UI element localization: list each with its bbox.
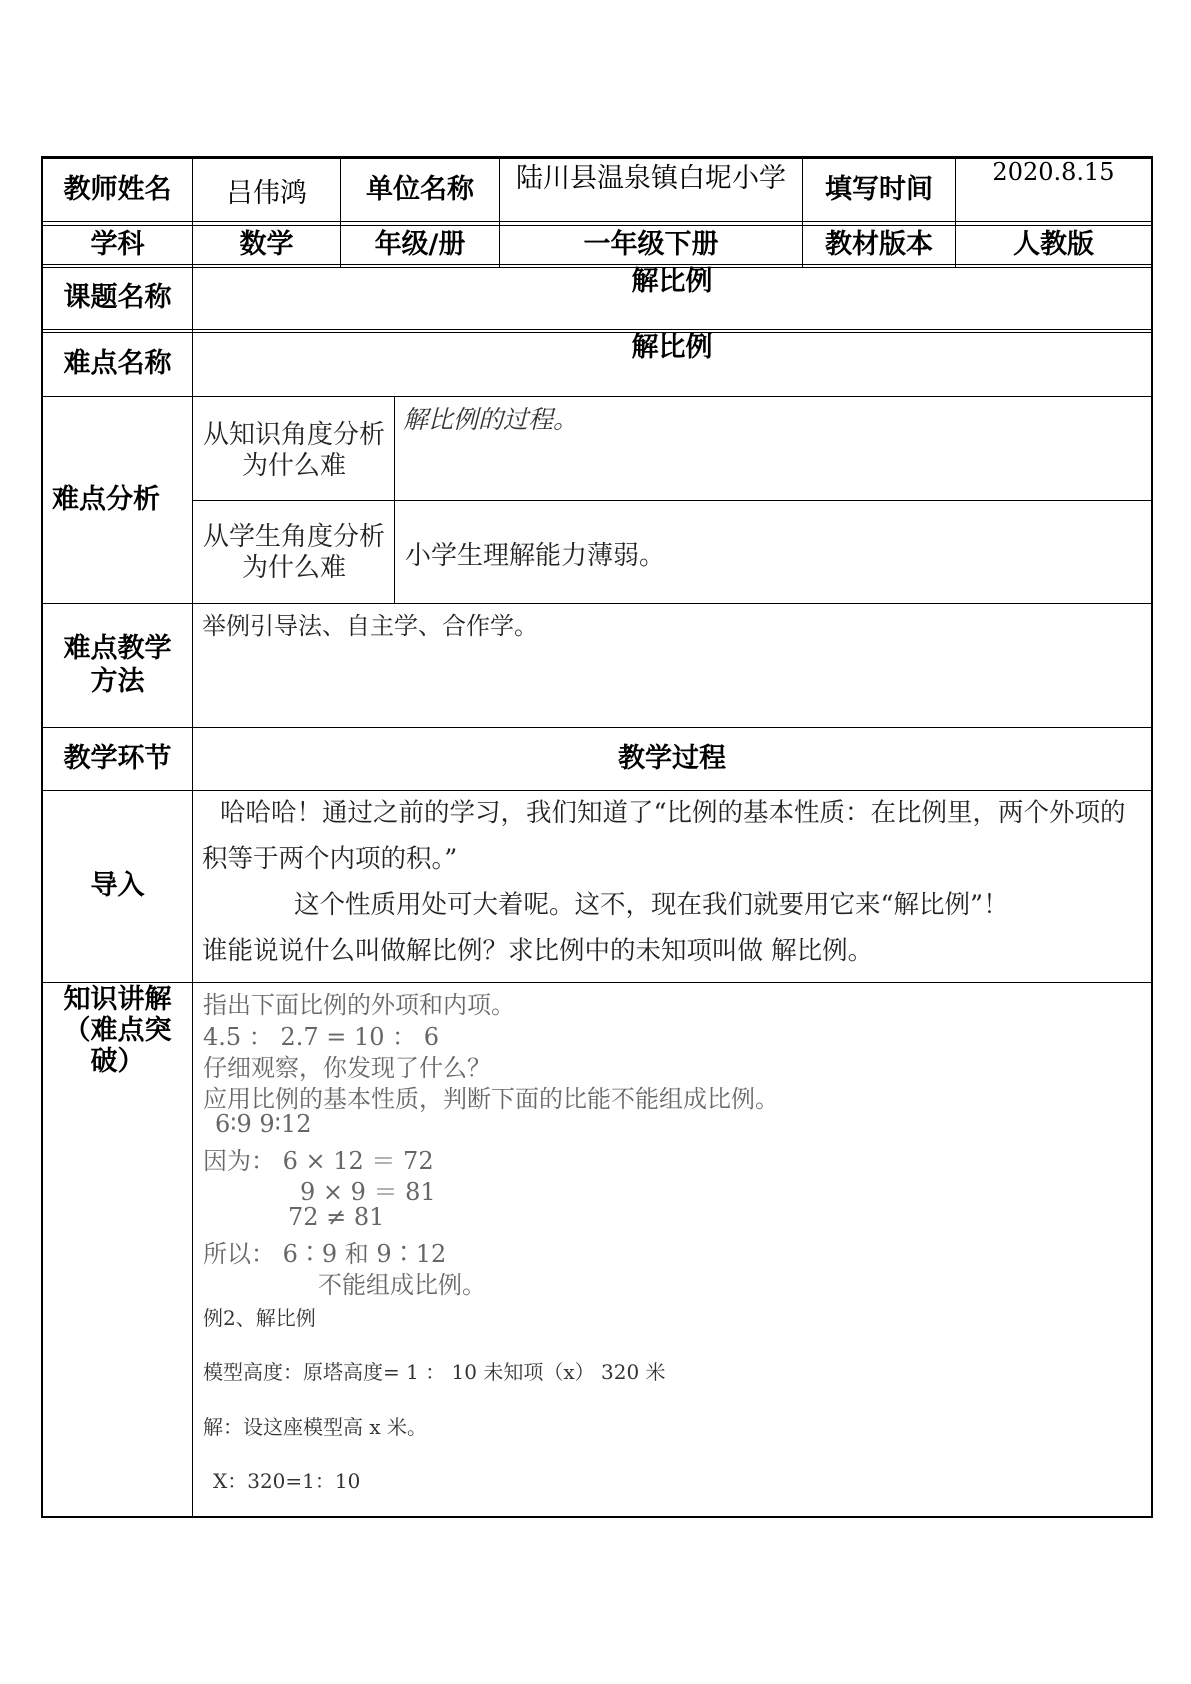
knowledge-line-5: 6∶9 9∶12 bbox=[215, 1110, 312, 1138]
subject-label: 学科 bbox=[90, 228, 145, 260]
border-right bbox=[1151, 156, 1153, 1518]
knowledge-line-8: 72 ≠ 81 bbox=[288, 1203, 385, 1231]
student-angle-value: 小学生理解能力薄弱。 bbox=[405, 541, 666, 571]
knowledge-line-11: 例2、解比例 bbox=[203, 1306, 316, 1330]
knowledge-label bbox=[43, 984, 192, 1094]
knowledge-line-4: 应用比例的基本性质，判断下面的比能不能组成比例。 bbox=[203, 1085, 779, 1113]
edition-value: 人教版 bbox=[1013, 228, 1094, 260]
teacher-name: 吕伟鸿 bbox=[226, 177, 307, 209]
knowledge-line-7: 9 × 9 ＝ 81 bbox=[300, 1178, 436, 1206]
method-value: 举例引导法、自主学、合作学。 bbox=[202, 612, 538, 640]
unit-name: 陆川县温泉镇白坭小学 bbox=[516, 163, 786, 194]
row-line bbox=[41, 264, 1153, 265]
edition-label: 教材版本 bbox=[825, 228, 933, 260]
row-line bbox=[41, 603, 1153, 604]
date-value: 2020.8.15 bbox=[992, 158, 1115, 186]
intro-paragraph-3: 谁能说说什么叫做解比例？求比例中的未知项叫做 解比例。 bbox=[202, 936, 874, 966]
knowledge-line-1: 指出下面比例的外项和内项。 bbox=[203, 991, 515, 1019]
difficulty-label: 难点名称 bbox=[63, 348, 172, 380]
row-line bbox=[193, 500, 1153, 501]
method-label-text: 难点教学方法 bbox=[63, 633, 172, 697]
difficulty-value: 解比例 bbox=[631, 332, 713, 363]
intro-label: 导入 bbox=[90, 870, 145, 902]
knowledge-angle-value: 解比例的过程。 bbox=[403, 405, 579, 434]
unit-label: 单位名称 bbox=[366, 173, 474, 205]
knowledge-line-2: 4.5 ： 2.7 = 10 ： 6 bbox=[203, 1023, 440, 1051]
border-bottom bbox=[41, 1516, 1153, 1518]
process-label: 教学过程 bbox=[618, 742, 726, 774]
knowledge-line-9: 所以： 6∶9 和 9∶12 bbox=[203, 1240, 447, 1268]
knowledge-angle-label: 从知识角度分析为什么难 bbox=[203, 419, 386, 481]
knowledge-line-6: 因为： 6 × 12 ＝ 72 bbox=[203, 1147, 434, 1175]
knowledge-label-text: 知识讲解（难点突破） bbox=[63, 984, 172, 1078]
topic-label: 课题名称 bbox=[63, 282, 172, 314]
teacher-label: 教师姓名 bbox=[63, 173, 172, 205]
intro-paragraph-2: 这个性质用处可大着呢。这不，现在我们就要用它来“解比例”！ bbox=[294, 890, 1009, 920]
subject-value: 数学 bbox=[239, 228, 294, 260]
row-line bbox=[41, 396, 1153, 397]
knowledge-line-3: 仔细观察，你发现了什么？ bbox=[203, 1054, 491, 1082]
row-line bbox=[41, 221, 1153, 222]
method-label bbox=[43, 604, 192, 727]
knowledge-line-13: 解：设这座模型高 x 米。 bbox=[203, 1415, 427, 1439]
stage-label: 教学环节 bbox=[63, 742, 172, 774]
topic-value: 解比例 bbox=[631, 266, 713, 297]
grade-value: 一年级下册 bbox=[583, 228, 719, 260]
knowledge-line-14: X：320=1：10 bbox=[213, 1469, 361, 1493]
student-angle-label: 从学生角度分析为什么难 bbox=[203, 521, 386, 583]
date-label: 填写时间 bbox=[825, 173, 933, 205]
intro-paragraph-1: 哈哈哈！通过之前的学习，我们知道了“比例的基本性质：在比例里，两个外项的积等于两个内项的积。” bbox=[202, 798, 1126, 874]
grade-label: 年级/册 bbox=[374, 228, 466, 260]
knowledge-line-12: 模型高度：原塔高度= 1 ： 10 未知项（x） 320 米 bbox=[203, 1360, 666, 1384]
row-line bbox=[41, 329, 1153, 330]
knowledge-line-10: 不能组成比例。 bbox=[318, 1271, 486, 1299]
intro-content bbox=[202, 790, 1137, 974]
col-line bbox=[394, 396, 395, 603]
analysis-label: 难点分析 bbox=[52, 483, 160, 515]
row-line bbox=[41, 982, 1153, 983]
